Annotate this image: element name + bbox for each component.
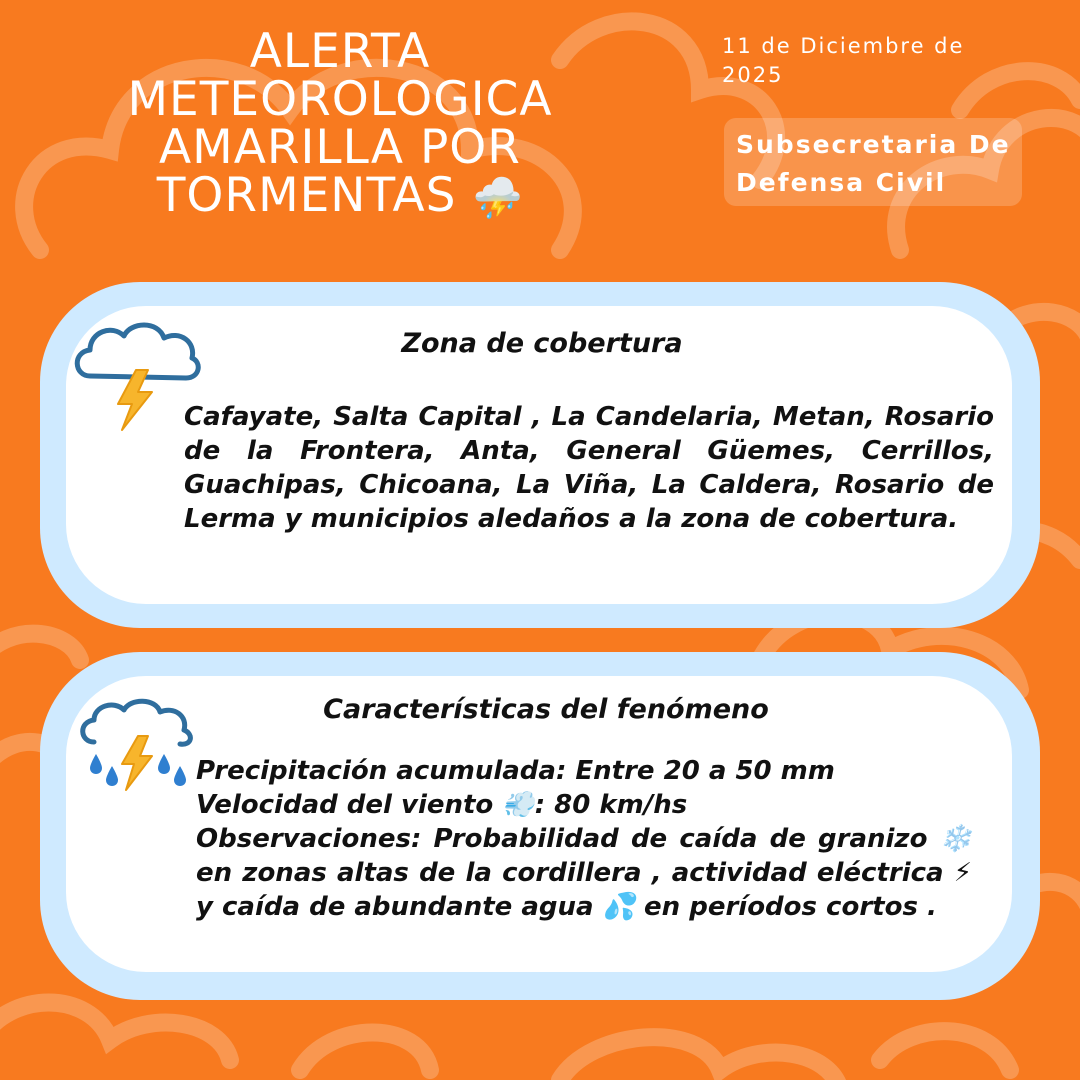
title-line-2: METEOROLOGICA [127, 72, 553, 127]
thunder-cloud-icon [68, 318, 202, 434]
title-line-4-text: TORMENTAS [156, 168, 457, 223]
title-line-4 [80, 168, 600, 223]
alert-title [80, 24, 600, 223]
alert-date: 11 de Diciembre de 2025 [722, 34, 965, 87]
title-line-1: ALERTA [249, 24, 431, 79]
precipitation-line: Precipitación acumulada: Entre 20 a 50 mm [196, 756, 835, 786]
phenomenon-card-panel [66, 676, 1012, 972]
coverage-title: Zona de cobertura [401, 328, 683, 359]
title-line-3: AMARILLA POR [159, 120, 521, 175]
phenomenon-text [196, 754, 972, 924]
storm-cloud-emoji-icon: ⛈️ [472, 175, 524, 222]
agency-label: Subsecretaria De Defensa Civil [724, 118, 1022, 206]
wind-line: Velocidad del viento 💨: 80 km/hs [196, 790, 688, 820]
observations-line: Observaciones: Probabilidad de caída de granizo ❄️ en zonas altas de la cordillera , actividad eléctrica ⚡ y caída de abundante agua 💦 en períodos cortos . [196, 824, 972, 922]
coverage-card-panel [66, 306, 1012, 604]
coverage-text: Cafayate, Salta Capital , La Candelaria, Metan, Rosario de la Frontera, Anta, General Güemes, Cerrillos, Guachipas, Chicoana, La Viña, La Caldera, Rosario de Lerma y municipios aledaños a la zona de cobertura. [184, 402, 994, 534]
phenomenon-title: Características del fenómeno [323, 694, 769, 725]
thunderstorm-rain-icon [76, 696, 196, 796]
